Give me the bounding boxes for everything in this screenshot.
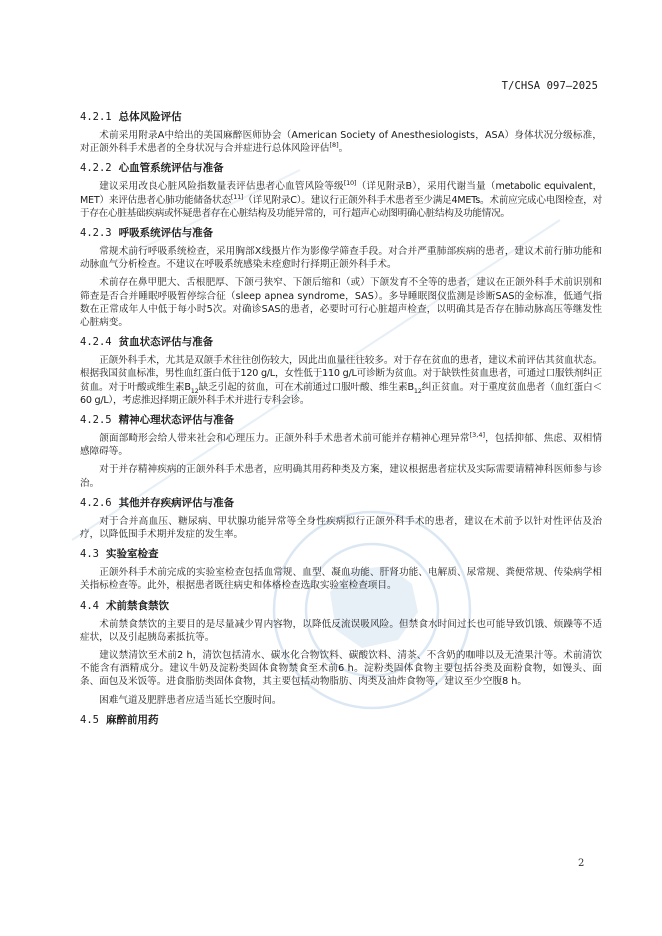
- section-number: 4.2.2: [80, 162, 112, 175]
- standard-code: T/CHSA 097—2025: [501, 80, 598, 92]
- section-number: 4.2.6: [80, 496, 112, 509]
- body-paragraph: [80, 245, 602, 271]
- section-heading: [80, 546, 602, 562]
- citation-ref: [10]: [343, 179, 357, 188]
- body-paragraph: [80, 515, 602, 541]
- section-number: 4.5: [80, 713, 99, 726]
- text-run: 术前存在鼻甲肥大、舌根肥厚、下颌弓狭窄、下颌后缩和（或）下颌发育不全等的患者，建议在正颌外科手术前识别和筛查是否合并睡眠呼吸暂停综合征（sleep apnea syndrome，SAS）。多导睡眠图仪监测是诊断SAS的金标准，低通气指数在正常成年人中低于每小时5次。对确诊SAS的患者，必要时可行心脏超声检查，以明确其是否存在肺动脉高压等继发性心脏病变。: [80, 277, 602, 329]
- body-paragraph: [80, 129, 602, 155]
- text-run: 术前禁食禁饮的主要目的是尽量减少胃内容物，以降低反流误吸风险。但禁食水时间过长也可能导致饥饿、烦躁等不适症状，以及引起胰岛素抵抗等。: [80, 618, 602, 643]
- section-title: 实验室检查: [105, 548, 159, 561]
- section-title: 麻醉前用药: [105, 713, 159, 726]
- subscript: 12: [413, 386, 422, 395]
- body-paragraph: [80, 463, 602, 489]
- body-paragraph: [80, 618, 602, 644]
- text-run: 常规术前行呼吸系统检查，采用胸部X线摄片作为影像学筛查手段。对合并严重肺部疾病的患者，建议术前行肺功能和动脉血气分析检查。不建议在呼吸系统感染未痊愈时行择期正颌外科手术。: [80, 246, 602, 271]
- page-number: 2: [578, 858, 585, 869]
- subscript: 12: [190, 386, 199, 395]
- text-run: 术前采用附录A中给出的美国麻醉医师协会（American Society of Anesthesiologists，ASA）身体状况分级标准，对正颌外科手术患者的全身状况与合并症进行总体风险评估: [80, 130, 602, 155]
- text-run: （详见附录C）。建议行正颌外科手术患者至少满足4METs。术前应完成心电图检查，对于存在心脏基础疾病或怀疑患者存在心脏结构及功能异常的，可行超声心动图明确心脏结构及功能情况。: [80, 194, 602, 219]
- text-run: ，包括抑郁、焦虑、双相情感障碍等。: [80, 433, 603, 458]
- section-heading: [80, 334, 602, 350]
- section-number: 4.2.5: [80, 414, 112, 427]
- text-run: 正颌外科手术前完成的实验室检查包括血常规、血型、凝血功能、肝肾功能、电解质、尿常规、粪便常规、传染病学相关指标检查等。此外，根据患者既往病史和体格检查选取实验室检查项目。: [80, 567, 602, 592]
- section-heading: [80, 109, 602, 125]
- text-run: 正颌外科手术，尤其是双颌手术往往创伤较大，因此出血量往往较多。对于存在贫血的患者，建议术前评估其贫血状态。根据我国贫血标准，男性血红蛋白低于120 g/L，女性低于110 g/L可诊断为贫血。对于缺铁性贫血患者，可通过口服铁剂纠正贫血。对于叶酸或维生素B: [80, 355, 602, 393]
- section-heading: [80, 225, 602, 241]
- text-run: 对于合并高血压、糖尿病、甲状腺功能异常等全身性疾病拟行正颌外科手术的患者，建议在术前予以针对性评估及治疗，以降低围手术期并发症的发生率。: [80, 515, 602, 541]
- section-title: 贫血状态评估与准备: [118, 336, 214, 349]
- body-paragraph: [80, 432, 602, 458]
- section-title: 心血管系统评估与准备: [118, 162, 224, 175]
- section-number: 4.3: [80, 548, 99, 561]
- section-title: 术前禁食禁饮: [105, 599, 169, 612]
- section-number: 4.2.1: [80, 111, 112, 123]
- section-title: 其他并存疾病评估与准备: [118, 496, 235, 509]
- citation-ref: [8]: [329, 141, 339, 150]
- text-run: 建议禁清饮至术前2 h，清饮包括清水、碳水化合物饮料、碳酸饮料、清茶、不含奶的咖啡以及无渣果汁等。术前清饮不能含有酒精成分。建议牛奶及淀粉类固体食物禁食至术前6 h。淀粉类固体食物主要包括谷类及面粉食物，如馒头、面条、面包及米饭等。进食脂肪类固体食物，其主要包括动物脂肪、肉类及油炸食物等，建议至少空腹8 h。: [80, 650, 602, 688]
- text-run: 建议采用改良心脏风险指数量表评估患者心血管风险等级: [99, 181, 344, 193]
- body-paragraph: [80, 180, 602, 220]
- document-body: [80, 106, 602, 732]
- text-run: 缺乏引起的贫血，可在术前通过口服叶酸、维生素B: [198, 381, 414, 393]
- citation-ref: [3,4]: [469, 430, 486, 439]
- text-run: （详见附录B），采用代谢当量（metabolic equivalent，MET）来评估患者心肺功能储备状态: [80, 181, 602, 206]
- section-heading: [80, 712, 602, 728]
- text-run: 纠正贫血。对于重度贫血患者（血红蛋白＜60 g/L），考虑推迟择期正颌外科手术并进行专科会诊。: [80, 381, 602, 406]
- section-heading: [80, 412, 602, 428]
- section-heading: [80, 495, 602, 511]
- section-number: 4.4: [80, 599, 99, 612]
- body-paragraph: [80, 694, 602, 707]
- citation-ref: [11]: [230, 192, 244, 201]
- section-title: 总体风险评估: [118, 111, 182, 123]
- text-run: 颌面部畸形会给人带来社会和心理压力。正颌外科手术患者术前可能并存精神心理异常: [99, 433, 470, 445]
- body-paragraph: [80, 354, 602, 407]
- body-paragraph: [80, 276, 602, 329]
- section-number: 4.2.4: [80, 336, 112, 349]
- body-paragraph: [80, 649, 602, 689]
- body-paragraph: [80, 566, 602, 592]
- section-heading: [80, 598, 602, 614]
- text-run: 对于并存精神疾病的正颌外科手术患者，应明确其用药种类及方案，建议根据患者症状及实际需要请精神科医师参与诊治。: [80, 464, 602, 489]
- text-run: 。: [338, 143, 349, 155]
- section-title: 精神心理状态评估与准备: [118, 414, 235, 427]
- text-run: 困难气道及肥胖患者应适当延长空腹时间。: [99, 694, 282, 706]
- section-number: 4.2.3: [80, 227, 112, 240]
- section-title: 呼吸系统评估与准备: [118, 227, 214, 240]
- section-heading: [80, 160, 602, 176]
